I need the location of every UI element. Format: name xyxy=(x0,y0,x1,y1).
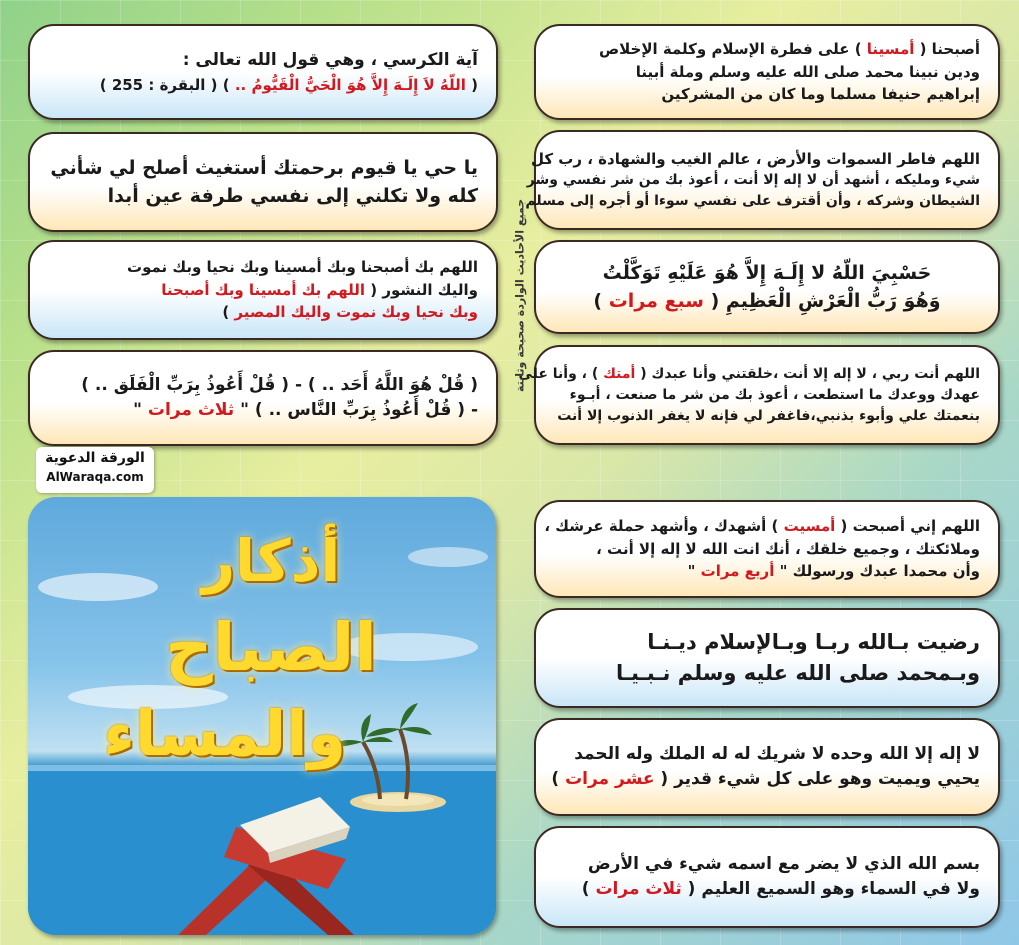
text: ) أشهدك ، وأشهد حملة عرشك ، xyxy=(544,517,784,536)
highlight: أربع مرات xyxy=(700,562,775,581)
text: لا إله إلا الله وحده لا شريك له له الملك وله الحمد xyxy=(574,743,980,764)
dhikr-card-sayyid-istighfar xyxy=(518,345,1000,445)
text: رضيت بـالله ربـا وبـالإسلام ديـنـا xyxy=(647,629,980,654)
text: اللهم إني أصبحت ( xyxy=(835,517,980,536)
text: يا حي يا قيوم برحمتك أستغيث أصلح لي شأني xyxy=(50,156,478,179)
text: وملائكتك ، وجميع خلقك ، أنك انت الله لا إله إلا أنت ، xyxy=(596,539,980,558)
text: " xyxy=(133,400,148,420)
text: الشيطان وشركه ، وأن أقترف على نفسي سوءا أو أجره إلى مسلم xyxy=(525,193,980,210)
text: واليك النشور ( xyxy=(365,280,478,299)
poster-image xyxy=(28,497,496,935)
text: يحيي ويميت وهو على كل شيء قدير ( xyxy=(654,769,980,789)
text: وبـمحمد صلى الله عليه وسلم نـبـيـا xyxy=(615,661,980,685)
highlight: أمتك xyxy=(603,365,636,382)
text: وَهُوَ رَبُّ الْعَرْشِ الْعَظِيمِ ( xyxy=(703,290,941,312)
dhikr-card-bismillah xyxy=(534,826,1000,928)
text: ) xyxy=(593,290,609,312)
text: ) xyxy=(581,879,596,899)
text: اللهم بك أصبحنا وبك أمسينا وبك نحيا وبك نموت xyxy=(127,258,478,277)
text: بسم الله الذي لا يضر مع اسمه شيء في الأرض xyxy=(587,853,980,874)
alwaraqa-logo[interactable] xyxy=(36,447,154,493)
text: اللهم أنت ربي ، لا إله إلا أنت ،خلقتني وأنا عبدك ( xyxy=(635,365,980,382)
text: ) xyxy=(222,303,235,322)
text: شيء ومليكه ، أشهد أن لا إله إلا أنت ، أعوذ بك من شر نفسي وشر xyxy=(526,172,980,189)
highlight: اللهم بك أمسينا وبك أصبحنا xyxy=(161,280,366,299)
text: - ( قُلْ أَعُوذُ بِرَبِّ النَّاس .. ) " xyxy=(234,400,478,420)
dhikr-card-bika-asbahna xyxy=(28,240,498,340)
highlight: سبع مرات xyxy=(608,290,704,312)
text: ) على فطرة الإسلام وكلمة الإخلاص xyxy=(598,40,867,59)
text: وأن محمدا عبدك ورسولك " xyxy=(774,562,980,581)
dhikr-card-ya-hayy xyxy=(28,132,498,232)
text: ) ، وأنا على xyxy=(518,365,604,382)
text: ( قُلْ هُوَ اللَّهُ أَحَد .. ) - ( قُلْ أَعُوذُ بِرَبِّ الْفَلَق .. ) xyxy=(81,374,478,395)
dhikr-card-ashhaduka xyxy=(534,500,1000,598)
dhikr-card-tahlil xyxy=(534,718,1000,816)
text: ودين نبينا محمد صلى الله عليه وسلم وملة أبينا xyxy=(635,62,980,81)
authenticity-note: جميع الأحاديث الواردة صحيحة وثابتة xyxy=(513,198,527,392)
text: آية الكرسي ، وهي قول الله تعالى : xyxy=(182,50,478,70)
text: ) ( البقرة : 255 ) xyxy=(99,75,235,94)
dhikr-card-raditu xyxy=(534,608,1000,708)
text: اللهم فاطر السموات والأرض ، عالم الغيب والشهادة ، رب كل xyxy=(530,149,980,168)
text: عهدك ووعدك ما استطعت ، أعوذ بك من شر ما صنعت ، أبـوء xyxy=(569,386,980,403)
text: إبراهيم حنيفا مسلما وما كان من المشركين xyxy=(661,85,980,104)
text: أصبحنا ( xyxy=(914,40,980,59)
highlight: عشر مرات xyxy=(565,769,655,789)
highlight: اللّهُ لاَ إِلَـهَ إِلاَّ هُوَ الْحَيُّ الْقَيُّومُ .. xyxy=(234,75,466,94)
highlight: ثلاث مرات xyxy=(595,879,682,899)
highlight: وبك نحيا وبك نموت واليك المصير xyxy=(234,303,478,322)
text: بنعمتك علي وأبوء بذنبي،فاغفر لي فإنه لا يغفر الذنوب إلا أنت xyxy=(557,407,980,424)
text: ولا في السماء وهو السميع العليم ( xyxy=(681,879,980,899)
text: ( xyxy=(465,75,478,94)
highlight: أمسينا xyxy=(866,40,915,59)
text: ) xyxy=(551,769,566,789)
logo-arabic: الورقة الدعوية xyxy=(45,450,145,466)
dhikr-card-fatir xyxy=(525,130,1000,230)
poster-title-line3: والمساء xyxy=(103,697,346,770)
dhikr-card-muawwidhat xyxy=(28,350,498,446)
dhikr-card-asbahna xyxy=(534,24,1000,120)
text: كله ولا تكلني إلى نفسي طرفة عين أبدا xyxy=(107,185,478,207)
text: حَسْبِيَ اللّهُ لا إِلَـهَ إِلاَّ هُوَ عَلَيْهِ تَوَكَّلْتُ xyxy=(602,261,932,284)
dhikr-card-hasbiyallah xyxy=(534,240,1000,334)
highlight: ثلاث مرات xyxy=(147,400,235,420)
poster-title-line2: الصباح xyxy=(165,609,377,686)
highlight: أمسيت xyxy=(783,517,836,536)
poster-title-line1: أذكار xyxy=(201,527,341,595)
text: " xyxy=(687,562,701,581)
dhikr-card-ayat-kursi xyxy=(28,24,498,120)
logo-english: AlWaraqa.com xyxy=(46,470,144,484)
